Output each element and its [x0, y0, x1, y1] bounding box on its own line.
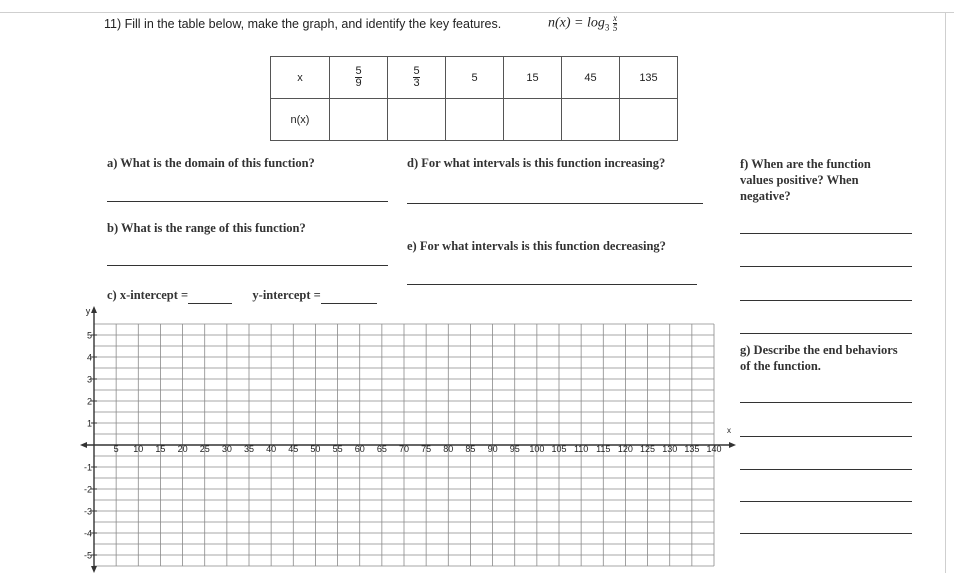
- x-axis-right-arrow: [729, 442, 736, 448]
- x-tick-label: 90: [487, 444, 498, 454]
- x-cell[interactable]: 5: [446, 57, 504, 99]
- n-header-cell: n(x): [271, 99, 330, 141]
- y-tick-label: 2: [86, 396, 92, 407]
- x-tick-label: 75: [421, 444, 432, 454]
- x-tick-label: 30: [221, 444, 232, 454]
- y-tick-label: 1: [86, 418, 92, 429]
- y-tick-label: -4: [83, 528, 92, 539]
- y-tick-label: -5: [83, 550, 92, 561]
- question-b: b) What is the range of this function?: [107, 221, 306, 235]
- x-tick-label: 115: [596, 444, 611, 454]
- x-tick-label: 70: [398, 444, 410, 454]
- x-tick-label: 35: [243, 444, 255, 454]
- x-tick-label: 100: [529, 444, 545, 454]
- x-cell-den: 3: [413, 77, 420, 89]
- y-tick-label: -1: [83, 462, 92, 473]
- x-tick-label: 50: [310, 444, 321, 454]
- formula-numerator: x: [613, 13, 618, 23]
- x-cell[interactable]: 15: [504, 57, 562, 99]
- formula-lhs: n(x) = log: [548, 15, 605, 31]
- x-tick-label: 95: [509, 444, 520, 454]
- question-f: f) When are the function values positive? When negative?: [740, 157, 871, 203]
- x-axis-label: x: [727, 426, 731, 435]
- x-tick-label: 55: [332, 444, 343, 454]
- x-tick-label: 15: [155, 444, 166, 454]
- y-tick-label: -3: [83, 506, 92, 517]
- y-tick-label: 5: [86, 330, 92, 341]
- x-tick-label: 140: [706, 444, 722, 454]
- problem-title: 11) Fill in the table below, make the graph, and identify the key features.: [104, 17, 502, 31]
- x-tick-label: 20: [177, 444, 188, 454]
- x-tick-label: 110: [573, 444, 589, 454]
- question-e: e) For what intervals is this function decreasing?: [407, 239, 666, 253]
- x-tick-label: 40: [266, 444, 277, 454]
- question-g: g) Describe the end behaviors of the function.: [740, 343, 898, 373]
- x-axis-left-arrow: [80, 442, 87, 448]
- x-tick-label: 85: [465, 444, 476, 454]
- formula-denominator: 5: [612, 23, 618, 33]
- formula-base: 3: [604, 22, 610, 33]
- y-axis-label: y: [85, 306, 91, 316]
- x-tick-label: 25: [199, 444, 210, 454]
- x-tick-label: 120: [617, 444, 633, 454]
- x-tick-label: 80: [443, 444, 454, 454]
- x-tick-label: 45: [288, 444, 299, 454]
- y-axis-up-arrow: [91, 306, 97, 313]
- x-cell[interactable]: 45: [562, 57, 620, 99]
- y-tick-label: -2: [83, 484, 92, 495]
- x-tick-label: 60: [354, 444, 365, 454]
- x-cell-den: 9: [355, 77, 362, 89]
- x-tick-label: 125: [640, 444, 656, 454]
- x-cell-num: 5: [355, 65, 362, 77]
- x-tick-label: 105: [551, 444, 567, 454]
- y-tick-label: 3: [86, 374, 92, 385]
- y-axis-down-arrow: [91, 566, 97, 573]
- x-tick-label: 135: [684, 444, 700, 454]
- x-tick-label: 5: [113, 444, 119, 454]
- question-d: d) For what intervals is this function increasing?: [407, 156, 666, 170]
- y-tick-label: 4: [86, 352, 92, 363]
- x-cell-num: 5: [413, 65, 420, 77]
- x-cell[interactable]: 135: [620, 57, 678, 99]
- y-intercept-label: y-intercept =: [252, 288, 321, 302]
- x-tick-label: 65: [376, 444, 387, 454]
- x-tick-label: 130: [662, 444, 678, 454]
- question-a: a) What is the domain of this function?: [107, 156, 315, 170]
- x-tick-label: 10: [133, 444, 144, 454]
- x-header-cell: x: [271, 57, 330, 99]
- x-intercept-label: c) x-intercept =: [107, 288, 189, 302]
